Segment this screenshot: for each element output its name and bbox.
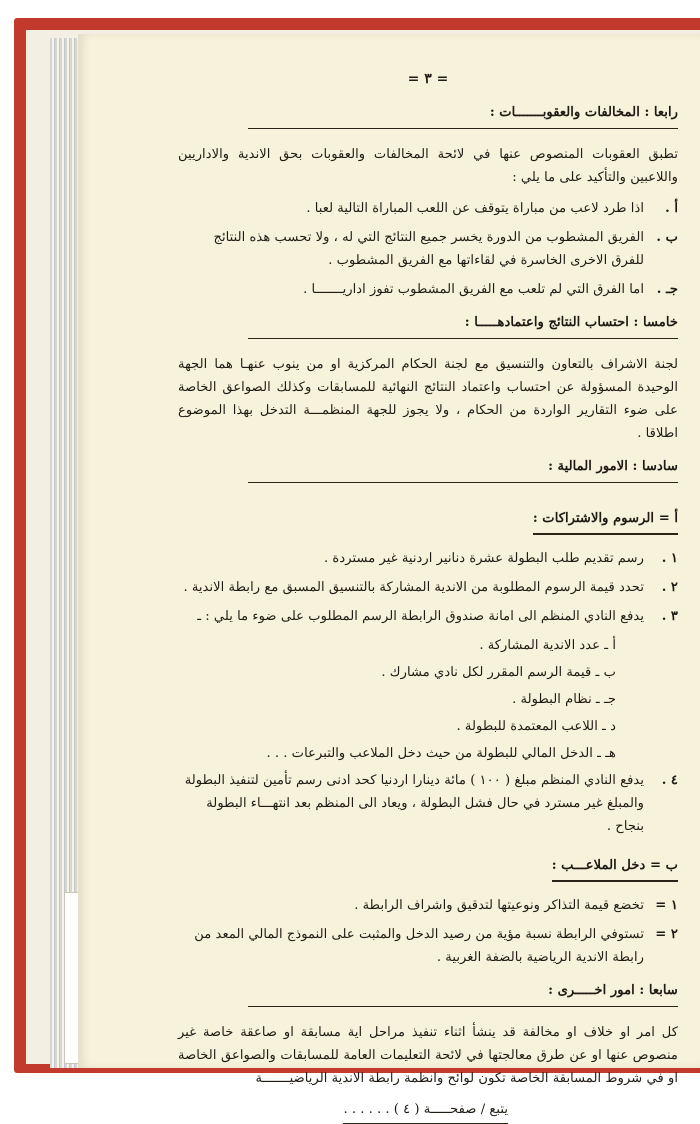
item-text: تحدد قيمة الرسوم المطلوبة من الاندية المشاركة بالتنسيق المسبق مع رابطة الاندية .	[183, 580, 644, 595]
item-marker: ٢ =	[655, 927, 678, 942]
item-text: الفريق المشطوب من الدورة يخسر جميع النتائج التي له ، ولا تحسب هذه النتائج للفرق الاخرى الخاسرة في لقاءاتها مع الفريق المشطوب .	[213, 230, 644, 268]
list-item	[178, 576, 678, 599]
page-content	[178, 68, 678, 1117]
section-5-text: لجنة الاشراف بالتعاون والتنسيق مع لجنة الحكام المركزية او من ينوب عنهـا هما الجهة الوحيدة المسؤولة عن احتساب واعتماد النتائج النهائية للمسابقات وكذلك الصواعق الخاصة على ضوء التقارير الواردة من الحكام ، ولا يجوز للجهة المنظمـــة التدخل بهذا الموضوع اطلاقا .	[178, 357, 678, 441]
item-text: تخضع قيمة التذاكر ونوعيتها لتدقيق واشراف الرابطة .	[354, 898, 644, 913]
item-text: اما الفرق التي لم تلعب مع الفريق المشطوب تفوز اداريـــــــا .	[303, 282, 644, 297]
list-item	[178, 278, 678, 301]
sub-item: د ـ اللاعب المعتمدة للبطولة .	[456, 719, 616, 734]
item-text: يدفع النادي المنظم مبلغ ( ١٠٠ ) مائة دينارا اردنيا كحد ادنى رسم تأمين لتنفيذ البطولة والمبلغ غير مسترد في حال فشل البطولة ، ويعاد الى المنظم بعد انتهـــاء البطولة بنجاح .	[184, 773, 644, 834]
continuation-text: يتبع / صفحـــــة ( ٤ ) . . . . . .	[343, 1098, 508, 1124]
item-marker: ١ =	[655, 898, 678, 913]
section-6b-heading: ب = دخل الملاعـــب :	[552, 854, 678, 882]
item-marker: ٢ .	[661, 580, 678, 595]
list-item	[178, 923, 678, 969]
item-marker: ٣ .	[661, 609, 678, 624]
section-7-heading: سابعا : امور اخـــــرى :	[248, 979, 678, 1007]
item-marker: ب .	[656, 230, 678, 245]
item-text: يدفع النادي المنظم الى امانة صندوق الرابطة الرسم المطلوب على ضوء ما يلي : ـ	[197, 609, 644, 624]
sub-item: هـ ـ الدخل المالي للبطولة من حيث دخل الملاعب والتبرعات . . .	[266, 746, 616, 761]
list-item	[178, 769, 678, 838]
item-text: رسم تقديم طلب البطولة عشرة دنانير اردنية غير مستردة .	[324, 551, 644, 566]
list-item	[178, 894, 678, 917]
list-item	[178, 605, 678, 628]
section-5-heading: خامسا : احتساب النتائج واعتمادهـــــا :	[248, 311, 678, 339]
item-text: اذا طرد لاعب من مباراة يتوقف عن اللعب المباراة التالية لعبا .	[306, 201, 644, 216]
list-item	[178, 547, 678, 570]
item-text: تستوفي الرابطة نسبة مؤية من رصيد الدخل والمثبت على النموذج المالي المعد من رابطة الاندية الرياضية بالضفة الغربية .	[194, 927, 644, 965]
list-item	[178, 197, 678, 220]
item-marker: ١ .	[661, 551, 678, 566]
continuation-note	[178, 1098, 678, 1124]
sub-item: ب ـ قيمة الرسم المقرر لكل نادي مشارك .	[381, 665, 616, 680]
sub-item: أ ـ عدد الاندية المشاركة .	[479, 638, 616, 653]
item-marker: ٤ .	[661, 773, 678, 788]
section-6a-heading: أ = الرسوم والاشتراكات :	[533, 507, 678, 535]
section-4-intro: تطبق العقوبات المنصوص عنها في لائحة المخالفات والعقوبات بحق الاندية والاداريين واللاعبين والتأكيد على ما يلي :	[178, 147, 678, 185]
document-page	[78, 34, 700, 1117]
list-item	[178, 226, 678, 272]
section-4-heading: رابعا : المخالفات والعقوبـــــــات :	[248, 101, 678, 129]
sub-item: جـ ـ نظام البطولة .	[512, 692, 616, 707]
section-6-heading: سادسا : الامور المالية :	[248, 455, 678, 483]
section-7-text: كل امر او خلاف او مخالفة قد ينشأ اثناء تنفيذ مراحل اية مسابقة او صاعقة خاصة غير منصوص عنها او عن طرق معالجتها في لائحة التعليمات العامة للمسابقات والصواعق الخاصة او في شروط المسابقة الخاصة تكون لوائح وانظمة رابطة الاندية الرياضيـــــــة	[178, 1025, 678, 1086]
page-number: = ٣ =	[407, 71, 449, 87]
item-marker: جـ .	[656, 282, 678, 297]
item-marker: أ .	[665, 201, 678, 216]
